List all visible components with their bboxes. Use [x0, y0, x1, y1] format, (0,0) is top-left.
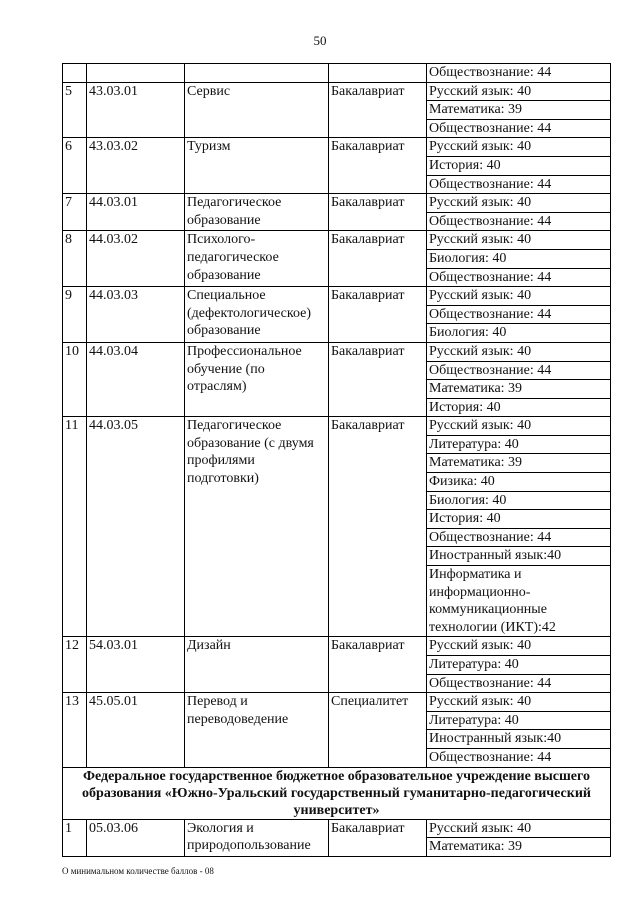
table-row	[63, 819, 611, 838]
program-name-cell: Перевод и переводоведение	[185, 693, 329, 767]
table-row	[63, 342, 611, 361]
subject-score-cell: История: 40	[427, 398, 611, 417]
subject-score-cell: Математика: 39	[427, 454, 611, 473]
subject-score-cell: Литература: 40	[427, 435, 611, 454]
subject-score-cell: Биология: 40	[427, 324, 611, 343]
subject-score-cell: Обществознание: 44	[427, 175, 611, 194]
program-name-cell: Дизайн	[185, 637, 329, 693]
code-cell	[87, 64, 185, 83]
subject-score-cell: Иностранный язык:40	[427, 730, 611, 749]
level-cell: Бакалавриат	[329, 287, 427, 343]
row-number-cell: 6	[63, 138, 87, 194]
subject-score-cell: История: 40	[427, 156, 611, 175]
subject-score-cell: История: 40	[427, 510, 611, 529]
table-row	[63, 637, 611, 656]
level-cell: Бакалавриат	[329, 637, 427, 693]
table-row	[63, 64, 611, 83]
subject-score-cell: Русский язык: 40	[427, 287, 611, 306]
table-row	[63, 231, 611, 250]
row-number-cell: 5	[63, 82, 87, 138]
row-number-cell: 11	[63, 417, 87, 637]
subject-score-cell: Математика: 39	[427, 838, 611, 857]
subject-score-cell: Обществознание: 44	[427, 748, 611, 767]
scores-table	[62, 63, 611, 857]
program-name-cell: Специальное (дефектологическое) образование	[185, 287, 329, 343]
level-cell: Бакалавриат	[329, 82, 427, 138]
table-row	[63, 693, 611, 712]
level-cell: Бакалавриат	[329, 417, 427, 637]
code-cell: 44.03.03	[87, 287, 185, 343]
subject-score-cell: Русский язык: 40	[427, 417, 611, 436]
row-number-cell: 13	[63, 693, 87, 767]
program-name-cell: Туризм	[185, 138, 329, 194]
subject-score-cell: Русский язык: 40	[427, 138, 611, 157]
subject-score-cell: Иностранный язык:40	[427, 547, 611, 566]
subject-score-cell: Биология: 40	[427, 491, 611, 510]
level-cell	[329, 64, 427, 83]
table-row	[63, 82, 611, 101]
level-cell: Бакалавриат	[329, 194, 427, 231]
subject-score-cell: Русский язык: 40	[427, 637, 611, 656]
row-number-cell: 8	[63, 231, 87, 287]
subject-score-cell: Русский язык: 40	[427, 819, 611, 838]
code-cell: 43.03.01	[87, 82, 185, 138]
subject-score-cell: Физика: 40	[427, 473, 611, 492]
subject-score-cell: Математика: 39	[427, 101, 611, 120]
subject-score-cell: Обществознание: 44	[427, 674, 611, 693]
subject-score-cell: Обществознание: 44	[427, 119, 611, 138]
level-cell: Бакалавриат	[329, 342, 427, 416]
section-heading-body	[63, 767, 611, 819]
table-row	[63, 417, 611, 436]
subject-score-cell: Русский язык: 40	[427, 231, 611, 250]
table-row	[63, 287, 611, 306]
program-name-cell: Психолого-педагогическое образование	[185, 231, 329, 287]
code-cell: 43.03.02	[87, 138, 185, 194]
program-name-cell	[185, 64, 329, 83]
subject-score-cell: Русский язык: 40	[427, 82, 611, 101]
subject-score-cell: Обществознание: 44	[427, 268, 611, 287]
program-name-cell: Педагогическое образование	[185, 194, 329, 231]
level-cell: Специалитет	[329, 693, 427, 767]
footer-note: О минимальном количестве баллов - 08	[62, 866, 214, 876]
code-cell: 44.03.02	[87, 231, 185, 287]
program-name-cell: Профессиональное обучение (по отраслям)	[185, 342, 329, 416]
code-cell: 44.03.01	[87, 194, 185, 231]
table-body-bottom	[63, 819, 611, 856]
subject-score-cell: Обществознание: 44	[427, 64, 611, 83]
subject-score-cell: Обществознание: 44	[427, 361, 611, 380]
code-cell: 44.03.05	[87, 417, 185, 637]
row-number-cell	[63, 64, 87, 83]
program-name-cell: Экология и природопользование	[185, 819, 329, 856]
row-number-cell: 9	[63, 287, 87, 343]
table-row	[63, 194, 611, 213]
page-number: 50	[313, 33, 327, 48]
level-cell: Бакалавриат	[329, 819, 427, 856]
subject-score-cell: Русский язык: 40	[427, 194, 611, 213]
subject-score-cell: Обществознание: 44	[427, 212, 611, 231]
code-cell: 05.03.06	[87, 819, 185, 856]
level-cell: Бакалавриат	[329, 138, 427, 194]
subject-score-cell: Русский язык: 40	[427, 342, 611, 361]
code-cell: 45.05.01	[87, 693, 185, 767]
subject-score-cell: Литература: 40	[427, 711, 611, 730]
subject-score-cell: Математика: 39	[427, 380, 611, 399]
code-cell: 44.03.04	[87, 342, 185, 416]
subject-score-cell: Биология: 40	[427, 249, 611, 268]
subject-score-cell: Русский язык: 40	[427, 693, 611, 712]
program-name-cell: Педагогическое образование (с двумя профилями подготовки)	[185, 417, 329, 637]
table-row	[63, 138, 611, 157]
subject-score-cell: Обществознание: 44	[427, 528, 611, 547]
program-name-cell: Сервис	[185, 82, 329, 138]
university-heading: Федеральное государственное бюджетное образовательное учреждение высшего образования «Южно-Уральский государственный гуманитарно-педагогический университет»	[63, 767, 611, 819]
row-number-cell: 1	[63, 819, 87, 856]
subject-score-cell: Обществознание: 44	[427, 305, 611, 324]
table-body-top	[63, 64, 611, 768]
subject-score-cell: Литература: 40	[427, 656, 611, 675]
row-number-cell: 12	[63, 637, 87, 693]
row-number-cell: 10	[63, 342, 87, 416]
row-number-cell: 7	[63, 194, 87, 231]
level-cell: Бакалавриат	[329, 231, 427, 287]
subject-score-cell: Информатика и информационно-коммуникационные технологии (ИКТ):42	[427, 566, 611, 637]
code-cell: 54.03.01	[87, 637, 185, 693]
